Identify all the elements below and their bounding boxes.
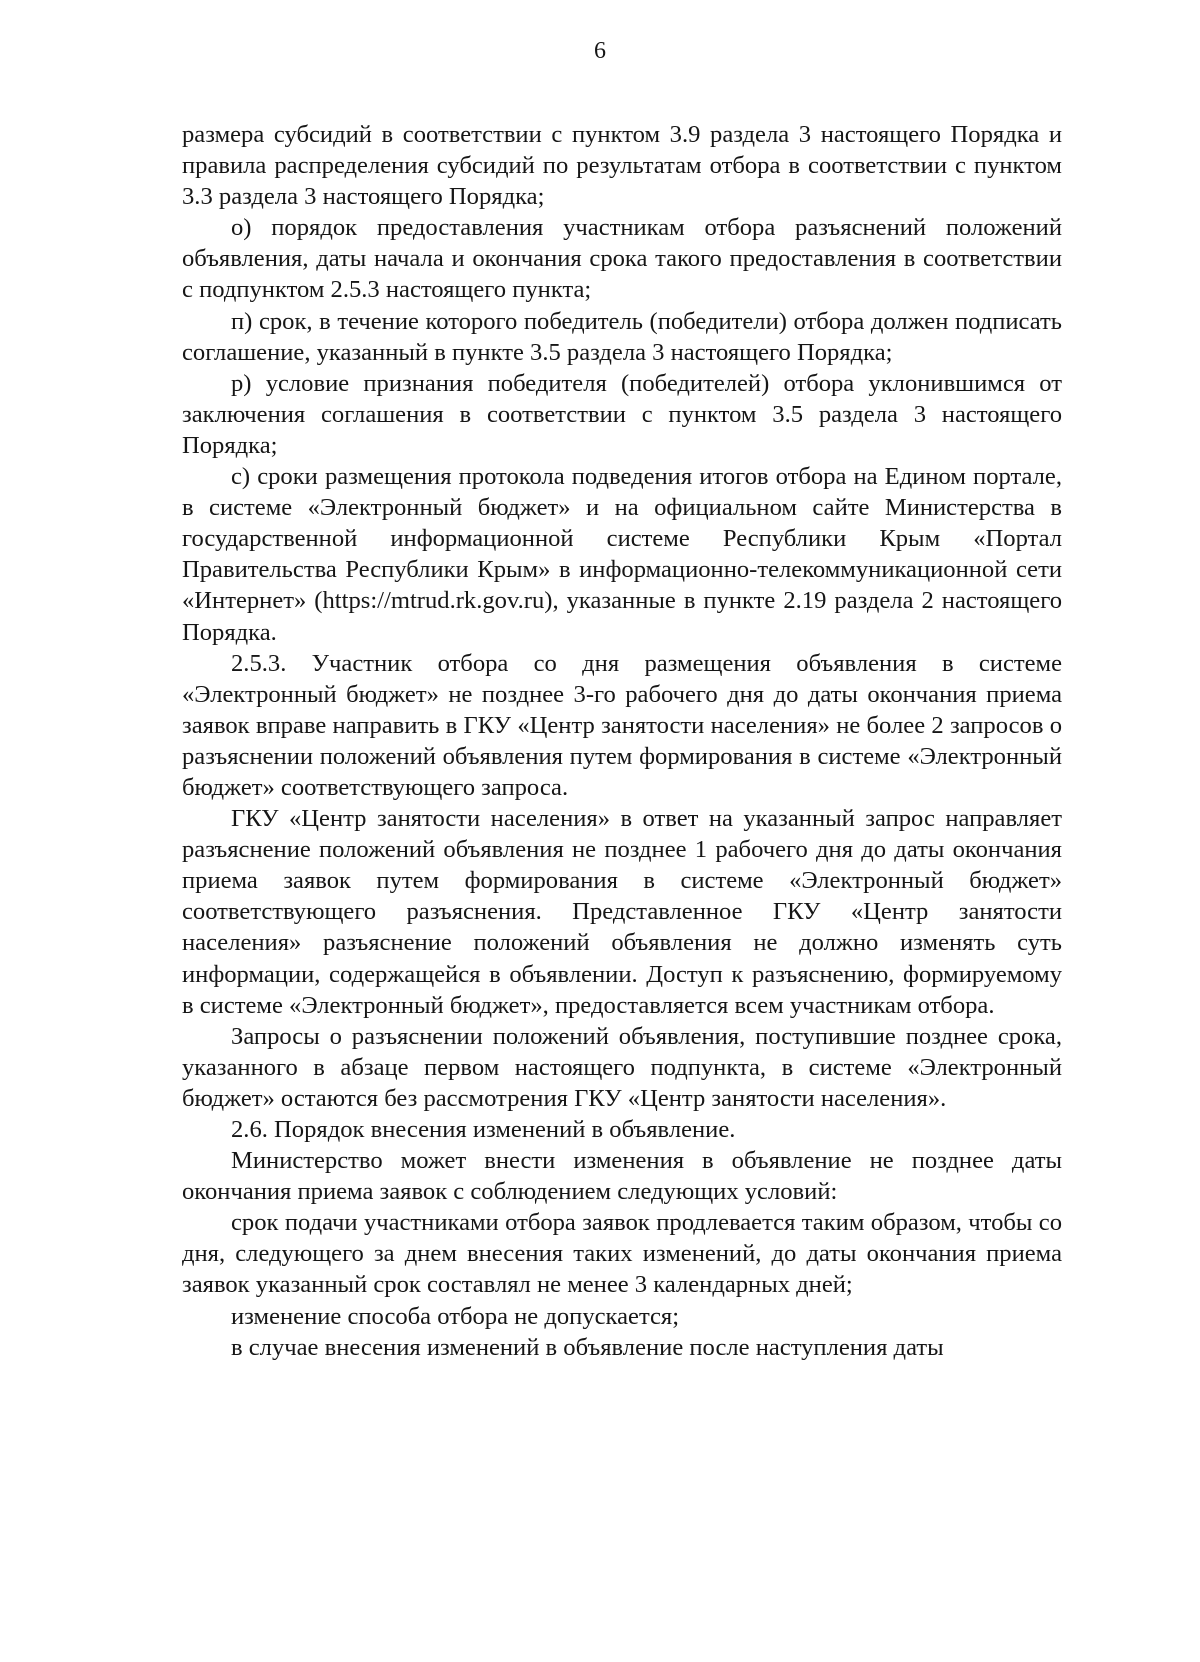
paragraph-term-extension: срок подачи участниками отбора заявок продлевается таким образом, чтобы со дня, следующего за днем внесения таких изменений, до даты окончания приема заявок указанный срок составлял не менее 3 календарных дней; bbox=[182, 1209, 1062, 1299]
paragraph-ministry-changes: Министерство может внести изменения в объявление не позднее даты окончания приема заявок с соблюдением следующих условий: bbox=[182, 1147, 1062, 1206]
paragraph-continuation: размера субсидий в соответствии с пунктом 3.9 раздела 3 настоящего Порядка и правила распределения субсидий по результатам отбора в соответствии с пунктом 3.3 раздела 3 настоящего Порядка; bbox=[182, 121, 1062, 211]
paragraph-after-date: в случае внесения изменений в объявление после наступления даты bbox=[231, 1333, 944, 1361]
paragraph-late-requests: Запросы о разъяснении положений объявления, поступившие позднее срока, указанного в абзаце первом настоящего подпункта, в системе «Электронный бюджет» остаются без рассмотрения ГКУ «Центр занятости населения». bbox=[182, 1022, 1062, 1112]
paragraph-item-s: с) сроки размещения протокола подведения итогов отбора на Едином портале, в системе «Электронный бюджет» и на официальном сайте Министерства в государственной информационной системе Республики Крым «Портал Правительства Республики Крым» в информационно-телекоммуникационной сети «Интернет» (https://mtrud.rk.gov.ru), указанные в пункте 2.19 раздела 2 настоящего Порядка. bbox=[182, 463, 1062, 646]
paragraph-2-6-heading: 2.6. Порядок внесения изменений в объявление. bbox=[231, 1116, 736, 1143]
paragraph-item-o: о) порядок предоставления участникам отбора разъяснений положений объявления, даты начала и окончания срока такого предоставления в соответствии с подпунктом 2.5.3 настоящего пункта; bbox=[182, 214, 1062, 304]
paragraph-item-p: п) срок, в течение которого победитель (победители) отбора должен подписать соглашение, указанный в пункте 3.5 раздела 3 настоящего Порядка; bbox=[182, 307, 1062, 366]
paragraph-2-5-3: 2.5.3. Участник отбора со дня размещения объявления в системе «Электронный бюджет» не позднее 3-го рабочего дня до даты окончания приема заявок вправе направить в ГКУ «Центр занятости населения» не более 2 запросов о разъяснении положений объявления путем формирования в системе «Электронный бюджет» соответствующего запроса. bbox=[182, 649, 1062, 801]
page-number: 6 bbox=[594, 38, 606, 64]
paragraph-gku-response: ГКУ «Центр занятости населения» в ответ на указанный запрос направляет разъяснение положений объявления не позднее 1 рабочего дня до даты окончания приема заявок путем формирования в системе «Электронный бюджет» соответствующего разъяснения. Представленное ГКУ «Центр занятости населения» разъяснение положений объявления не должно изменять суть информации, содержащейся в объявлении. Доступ к разъяснению, формируемому в системе «Электронный бюджет», предоставляется всем участникам отбора. bbox=[182, 805, 1062, 1019]
document-body bbox=[182, 119, 1062, 1363]
paragraph-item-r: р) условие признания победителя (победителей) отбора уклонившимся от заключения соглашения в соответствии с пунктом 3.5 раздела 3 настоящего Порядка; bbox=[182, 369, 1062, 459]
paragraph-method-change: изменение способа отбора не допускается; bbox=[231, 1302, 680, 1330]
